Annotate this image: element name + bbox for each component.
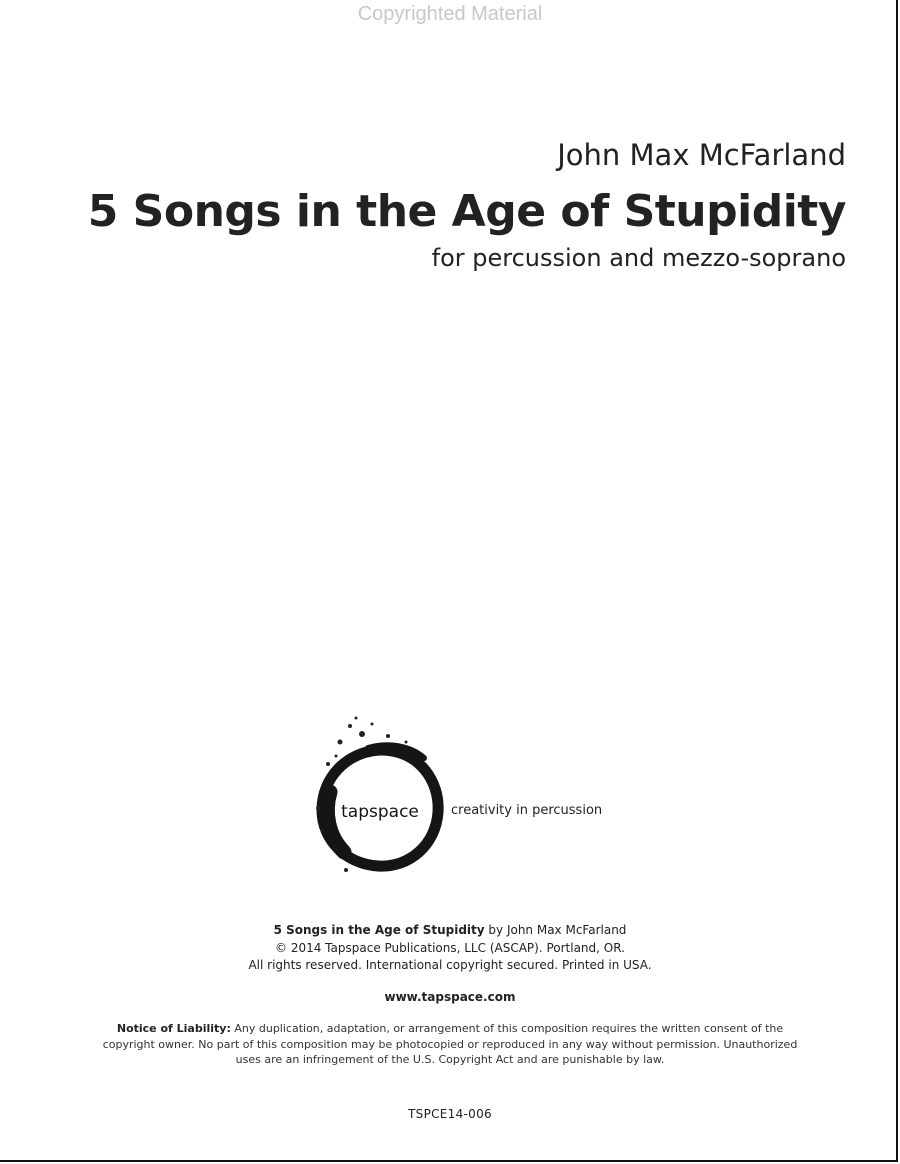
credits-line-title	[0, 922, 900, 940]
credits-by-line: by John Max McFarland	[484, 923, 627, 937]
author-name: John Max McFarland	[557, 138, 846, 172]
liability-notice	[92, 1021, 808, 1068]
rights-line: All rights reserved. International copyright secured. Printed in USA.	[248, 958, 652, 972]
notice-text: Any duplication, adaptation, or arrangement of this composition requires the written consent of the copyright owner. No part of this composition may be photocopied or reproduced in any way without permission. Unauthorized uses are an infringement of the U.S. Copyright Act and are punishable by law.	[102, 1022, 798, 1066]
catalog-code: TSPCE14-006	[408, 1107, 492, 1121]
credits-block	[0, 922, 900, 975]
instrumentation-subtitle: for percussion and mezzo-soprano	[431, 244, 846, 272]
copyright-line: © 2014 Tapspace Publications, LLC (ASCAP). Portland, OR.	[275, 940, 625, 955]
copyright-watermark: Copyrighted Material	[357, 3, 543, 25]
tapspace-logo	[310, 712, 450, 876]
ink-splash-circle-icon	[310, 712, 450, 872]
notice-label: Notice of Liability:	[116, 1022, 231, 1035]
credits-work-title: 5 Songs in the Age of Stupidity	[273, 923, 485, 937]
publisher-tagline: creativity in percussion	[451, 803, 603, 818]
logo-wordmark: tapspace	[341, 802, 419, 822]
page-title: 5 Songs in the Age of Stupidity	[87, 186, 846, 237]
publisher-website: www.tapspace.com	[384, 990, 516, 1004]
